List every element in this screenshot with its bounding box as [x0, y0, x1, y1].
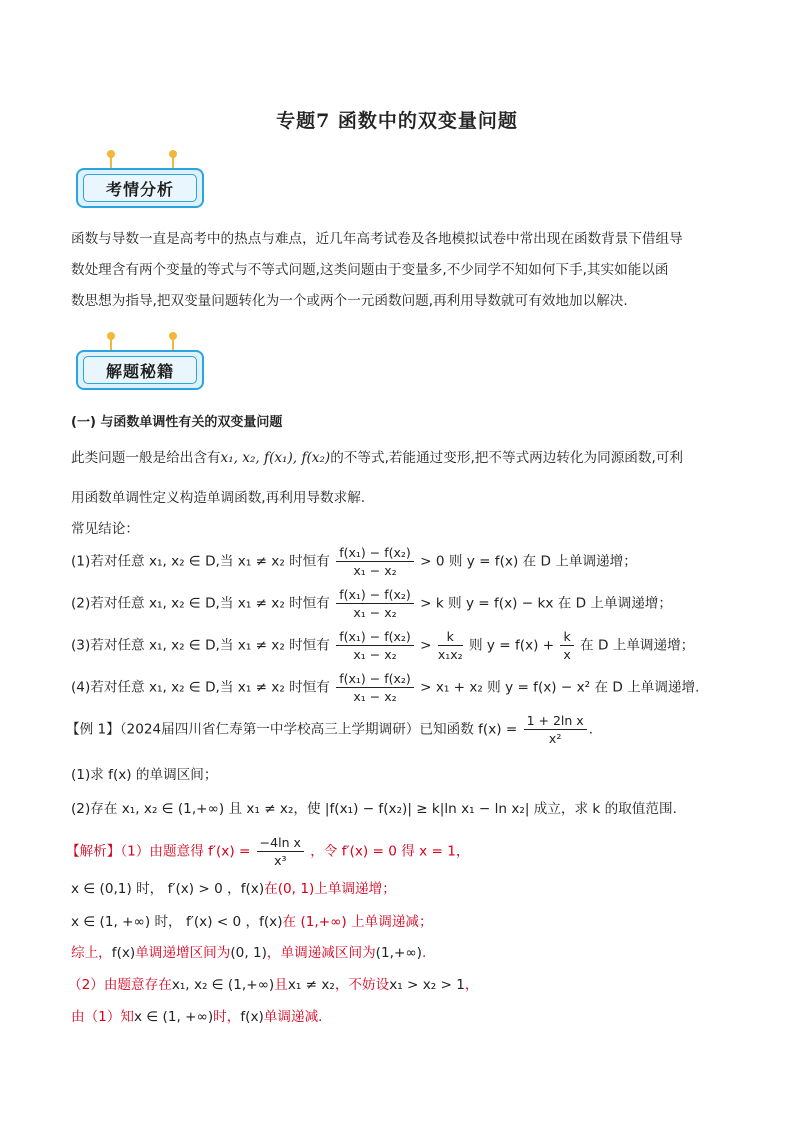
difference-quotient: $\frac{\text{f(x₁) − f(x₂)}}{\text{x₁ − x₂}}$	[336, 544, 414, 579]
solution-line: 【解析】（1）由题意得 f′(x) = $\frac{\text{−4ln x}}{\text{x³}}$ ，令 f′(x) = 0 得 x = 1，	[66, 835, 470, 868]
conclusion-item: (2)若对任意 x₁, x₂ ∈ D,当 x₁ ≠ x₂ 时恒有 $\frac{\text{f(x₁) − f(x₂)}}{\text{x₁ − x₂}}$ > k 则 y = f(x) − kx 在 D 上单调递增；	[71, 587, 672, 620]
solution-line: 由（1）知x ∈ (1, +∞)时，f(x)单调递减.	[71, 1009, 323, 1025]
difference-quotient: $\frac{\text{f(x₁) − f(x₂)}}{\text{x₁ − x₂}}$	[336, 586, 414, 621]
question-2: (2)存在 x₁, x₂ ∈ (1,+∞) 且 x₁ ≠ x₂，使 |f(x₁) − f(x₂)| ≥ k|ln x₁ − ln x₂| 成立，求 k 的取值范围.	[71, 801, 677, 817]
solution-line: 综上，f(x)单调递增区间为(0, 1)，单调递减区间为(1,+∞).	[71, 945, 427, 961]
solution-line: （2）由题意存在x₁, x₂ ∈ (1,+∞)且x₁ ≠ x₂，不妨设x₁ > x₂ > 1，	[68, 977, 479, 993]
function-definition: $\frac{\text{1 + 2ln x}}{\text{x²}}$	[524, 712, 587, 747]
intro-line: 函数与导数一直是高考中的热点与难点，近几年高考试卷及各地模拟试卷中常出现在函数背景下借组导	[71, 231, 683, 247]
description-line: 此类问题一般是给出含有x₁, x₂, f(x₁), f(x₂)的不等式,若能通过变形,把不等式两边转化为同源函数,可利	[71, 450, 684, 466]
difference-quotient: $\frac{\text{f(x₁) − f(x₂)}}{\text{x₁ − x₂}}$	[336, 670, 414, 705]
description-line: 用函数单调性定义构造单调函数,再利用导数求解.	[71, 490, 366, 506]
section-label: 解题秘籍	[83, 356, 197, 384]
solution-tag: 【解析】	[66, 843, 121, 860]
intro-line: 数思想为指导,把双变量问题转化为一个或两个一元函数问题,再利用导数就可有效地加以解决.	[71, 293, 628, 309]
conclusion-item: (3)若对任意 x₁, x₂ ∈ D,当 x₁ ≠ x₂ 时恒有 $\frac{\text{f(x₁) − f(x₂)}}{\text{x₁ − x₂}}$ > $\frac{k}{\text{x₁x₂}}$ 则 y = f(x) + $\frac{k}{x}$ 在 D 上单调递增；	[71, 629, 695, 662]
page-title: 专题7 函数中的双变量问题	[276, 110, 518, 132]
common-conclusions-label: 常见结论：	[71, 521, 139, 537]
difference-quotient: $\frac{\text{f(x₁) − f(x₂)}}{\text{x₁ − x₂}}$	[336, 628, 414, 663]
conclusion-item: (1)若对任意 x₁, x₂ ∈ D,当 x₁ ≠ x₂ 时恒有 $\frac{\text{f(x₁) − f(x₂)}}{\text{x₁ − x₂}}$ > 0 则 y = f(x) 在 D 上单调递增；	[71, 545, 637, 578]
intro-paragraph	[71, 224, 731, 317]
solution-line: x ∈ (1, +∞) 时， f′(x) < 0 ，f(x)在 (1,+∞) 上单调递减；	[71, 914, 433, 930]
subsection-heading: (一) 与函数单调性有关的双变量问题	[71, 415, 283, 430]
math-expression: x₁, x₂, f(x₁), f(x₂)	[220, 450, 331, 466]
solution-line: x ∈ (0,1) 时， f′(x) > 0 ，f(x)在(0, 1)上单调递增；	[71, 881, 396, 897]
section-label: 考情分析	[83, 174, 197, 202]
conclusion-item: (4)若对任意 x₁, x₂ ∈ D,当 x₁ ≠ x₂ 时恒有 $\frac{\text{f(x₁) − f(x₂)}}{\text{x₁ − x₂}}$ > x₁ + x₂ 则 y = f(x) − x² 在 D 上单调递增.	[71, 671, 700, 704]
section-badge-secrets	[76, 332, 208, 388]
intro-line: 数处理含有两个变量的等式与不等式问题,这类问题由于变量多,不少同学不知如何下手,其实如能以函	[71, 262, 669, 278]
question-1: (1)求 f(x) 的单调区间；	[71, 767, 218, 783]
example-heading: 【例 1】（2024届四川省仁寿第一中学校高三上学期调研）已知函数 f(x) = $\frac{\text{1 + 2ln x}}{\text{x²}}$ .	[66, 713, 594, 746]
derivative-expression: $\frac{\text{−4ln x}}{\text{x³}}$	[257, 834, 304, 869]
section-badge-analysis	[76, 150, 208, 206]
